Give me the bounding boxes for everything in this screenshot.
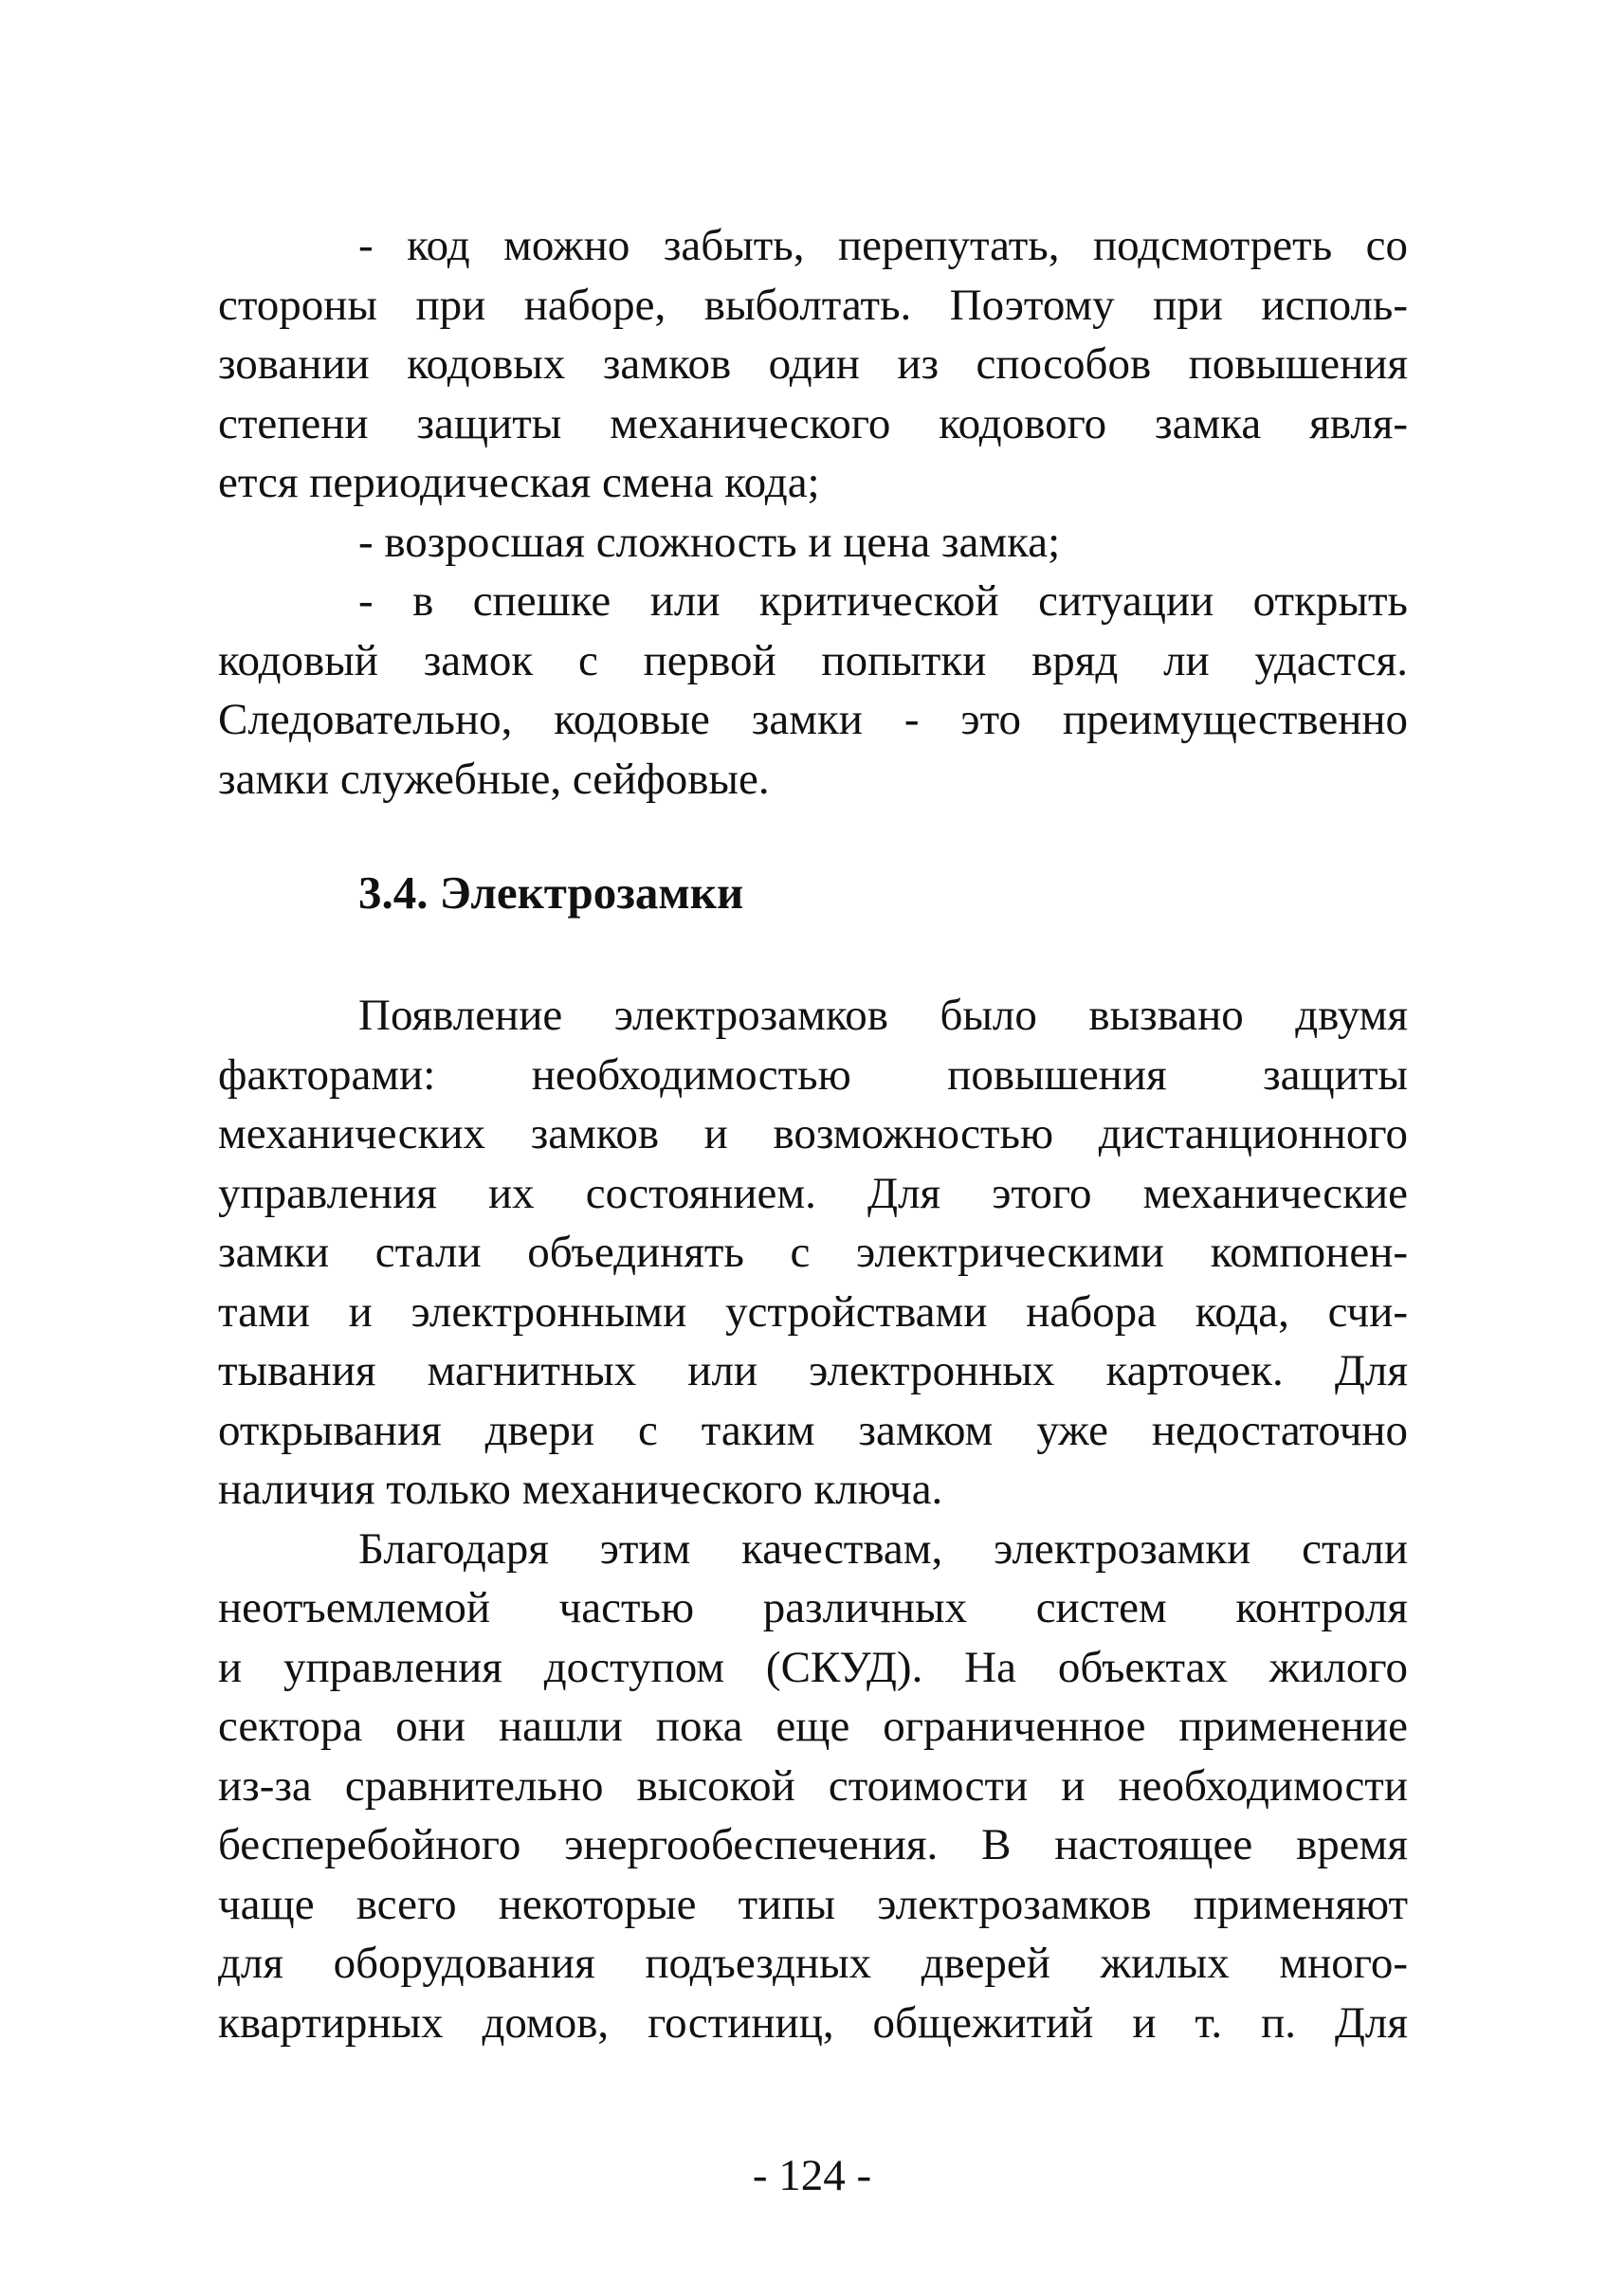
text-line: квартирных домов, гостиниц, общежитий и т. п. Для [218, 1997, 1408, 2048]
text-line: замки стали объединять с электрическими компонен- [218, 1228, 1408, 1277]
text-line: сектора они нашли пока еще ограниченное применение [218, 1702, 1408, 1751]
text-line: - возросшая сложность и цена замка; [358, 517, 1061, 567]
text-line: Благодаря этим качествам, электрозамки стали [358, 1523, 1408, 1574]
text-line: Следовательно, кодовые замки - это преимущественно [218, 695, 1408, 744]
text-block-code-locks [218, 216, 1408, 809]
text-line: механических замков и возможностью дистанционного [218, 1109, 1408, 1158]
text-line: открывания двери с таким замком уже недостаточно [218, 1405, 1408, 1455]
text-line: замки служебные, сейфовые. [218, 754, 770, 804]
text-line: тывания магнитных или электронных карточек. Для [218, 1346, 1408, 1395]
text-line: из-за сравнительно высокой стоимости и необходимости [218, 1760, 1408, 1811]
page-number: - 124 - [752, 2151, 872, 2200]
paragraph-code-drawbacks [218, 216, 1408, 513]
text-line: Появление электрозамков было вызвано двумя [358, 991, 1408, 1040]
paragraph-complexity [218, 513, 1408, 573]
paragraph-haste [218, 572, 1408, 809]
paragraph-electrolocks-origin [218, 986, 1408, 1520]
text-line: неотъемлемой частью различных систем контроля [218, 1583, 1408, 1632]
text-line: бесперебойного энергообеспечения. В настоящее время [218, 1820, 1408, 1869]
text-line: и управления доступом (СКУД). На объектах жилого [218, 1642, 1408, 1692]
text-line: чаще всего некоторые типы электрозамков применяют [218, 1879, 1408, 1929]
text-block-electrolocks [218, 986, 1408, 2052]
text-line: ется периодическая смена кода; [218, 458, 820, 507]
text-line: для оборудования подъездных дверей жилых много- [218, 1939, 1408, 1988]
text-line: степени защиты механического кодового замка явля- [218, 398, 1408, 448]
section-heading: 3.4. Электрозамки [358, 866, 744, 919]
text-line: зовании кодовых замков один из способов повышения [218, 339, 1408, 389]
text-line: - код можно забыть, перепутать, подсмотреть со [358, 221, 1408, 270]
text-line: управления их состоянием. Для этого механические [218, 1168, 1408, 1218]
text-line: факторами: необходимостью повышения защиты [218, 1049, 1408, 1100]
text-line: тами и электронными устройствами набора кода, счи- [218, 1286, 1408, 1337]
text-line: стороны при наборе, выболтать. Поэтому при исполь- [218, 280, 1408, 330]
text-line: наличия только механического ключа. [218, 1465, 943, 1514]
text-line: кодовый замок с первой попытки вряд ли удастся. [218, 635, 1408, 685]
text-line: - в спешке или критической ситуации открыть [358, 576, 1408, 626]
paragraph-electrolocks-usage [218, 1520, 1408, 2053]
